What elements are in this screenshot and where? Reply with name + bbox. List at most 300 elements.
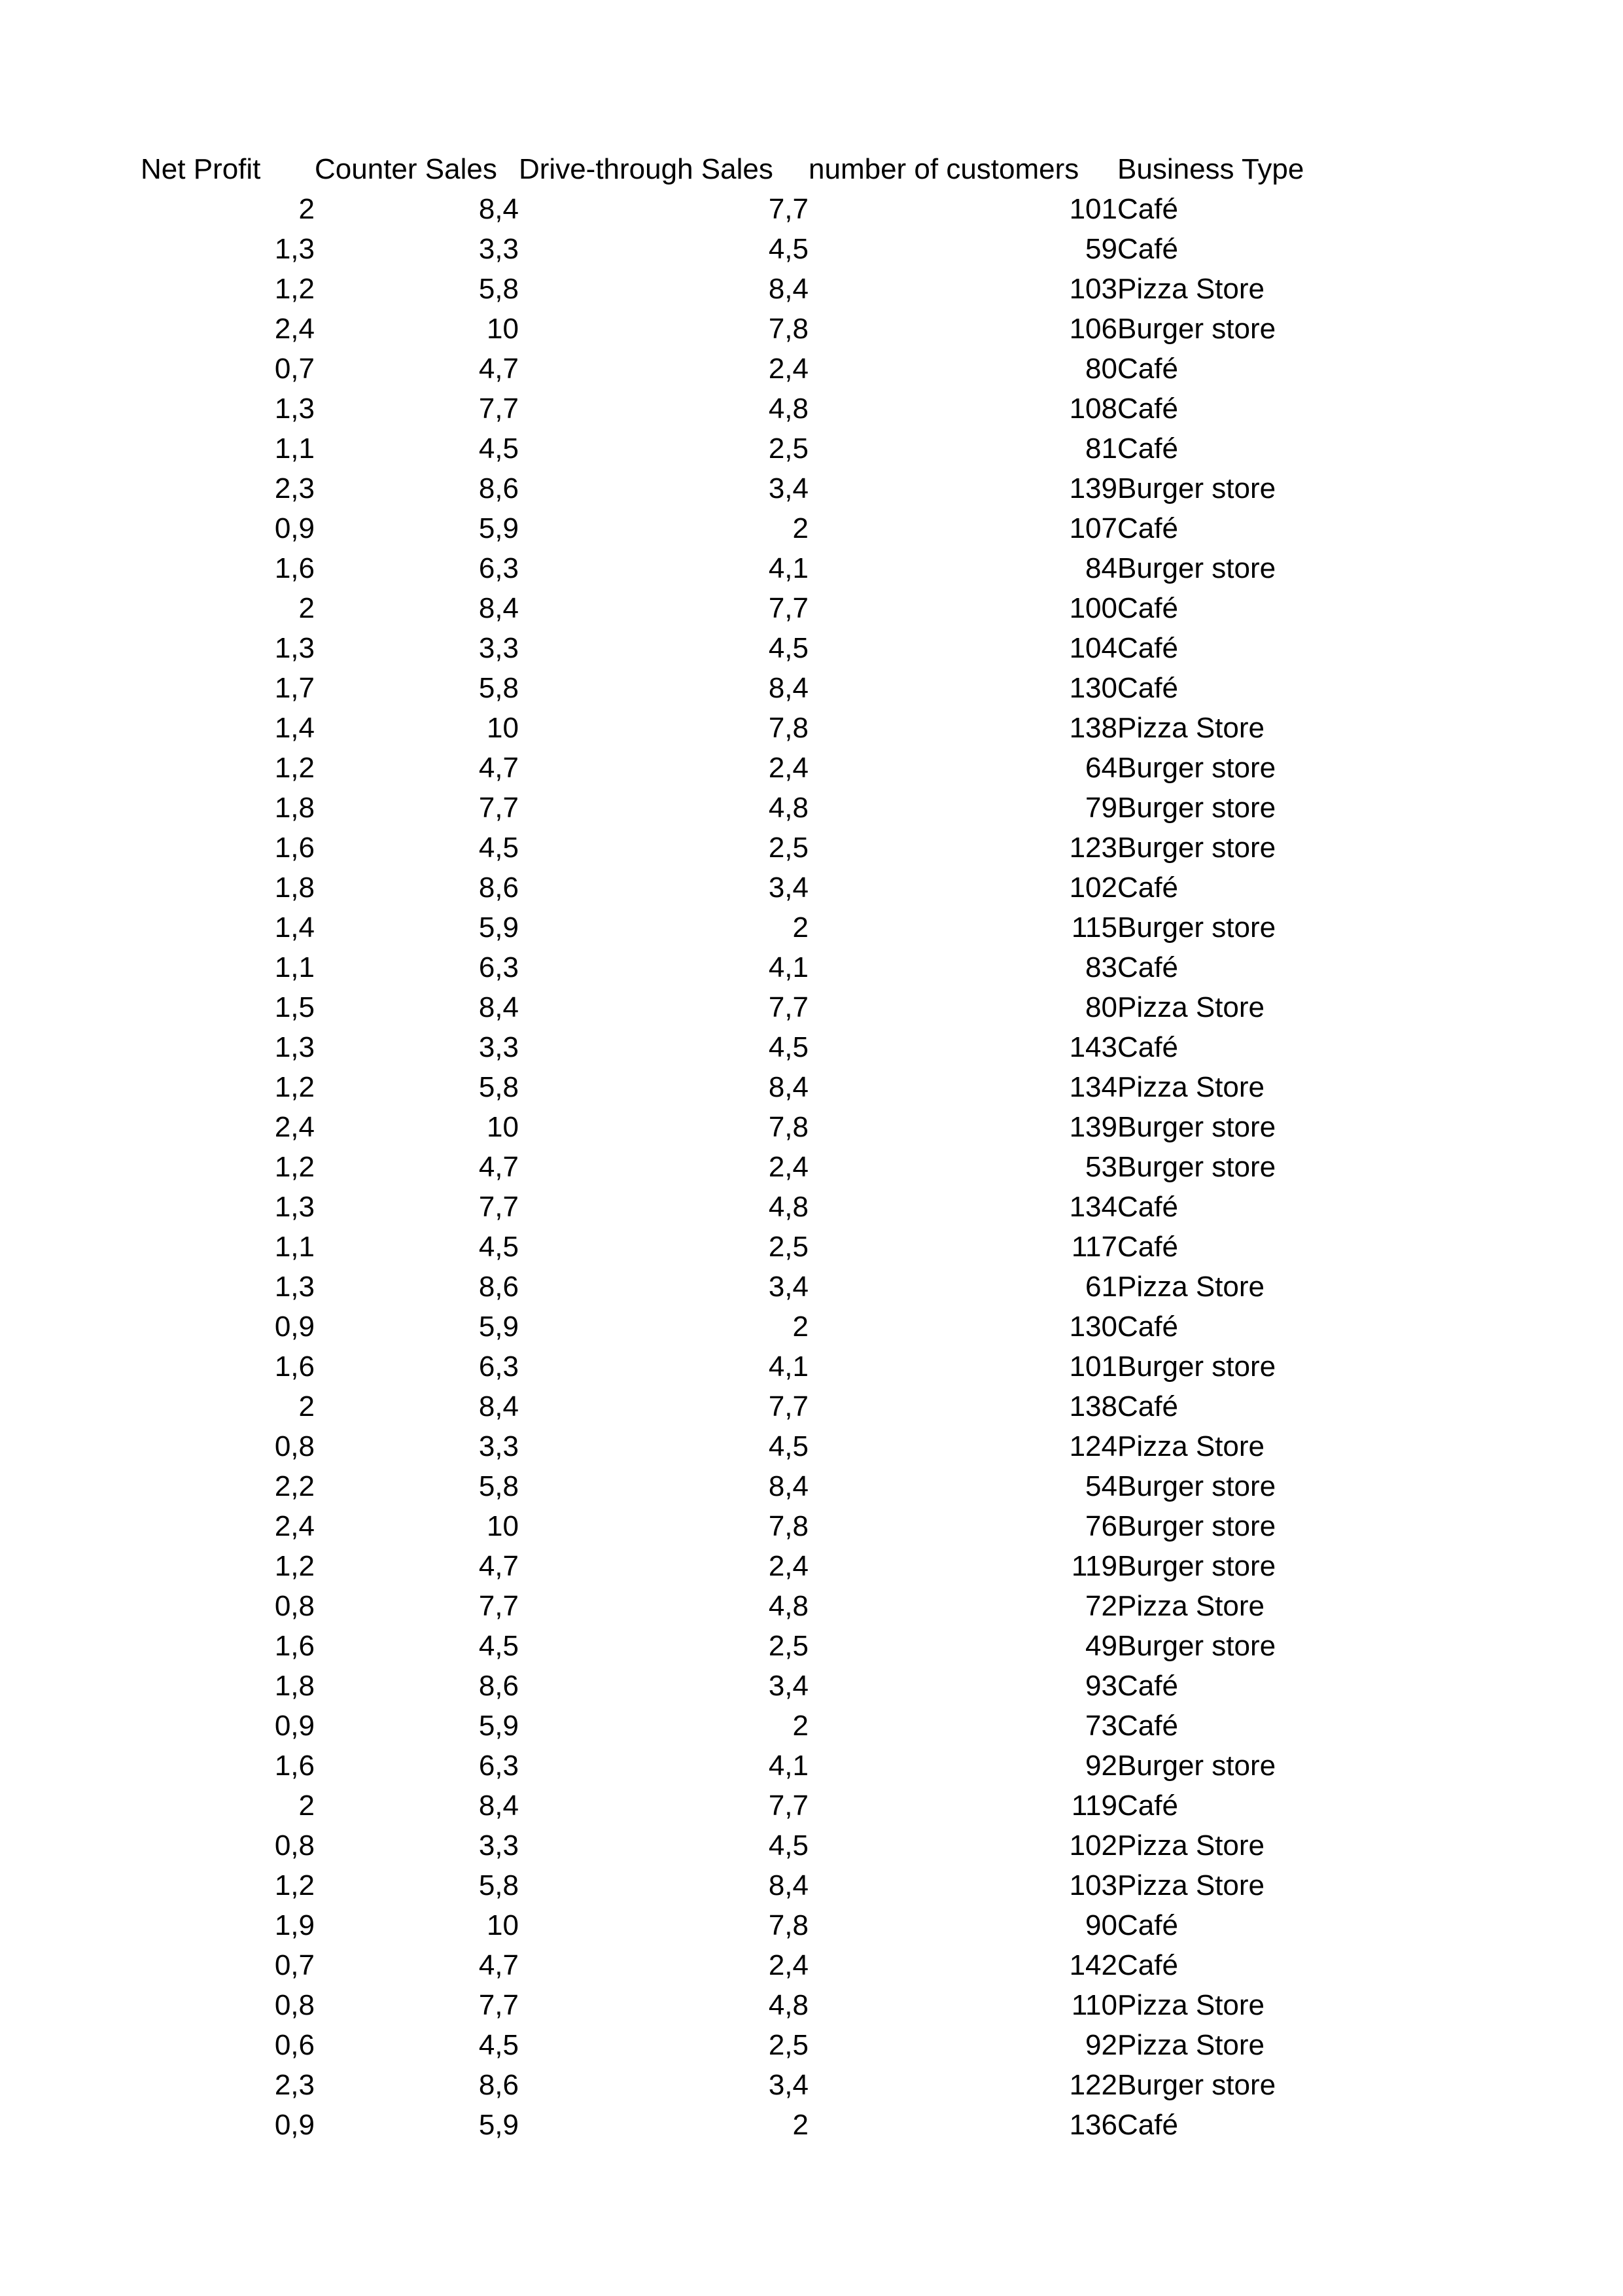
counter-sales-cell[interactable]: 10 [487,1110,519,1143]
table-row [141,1187,1340,1227]
table-row [141,1985,1340,2025]
net-profit-cell[interactable]: 2 [298,1789,315,1822]
drive-through-sales-cell[interactable]: 4,5 [768,631,809,664]
counter-sales-cell[interactable]: 3,3 [478,631,519,664]
counter-sales-cell[interactable]: 5,9 [478,2108,519,2141]
drive-through-sales-cell[interactable]: 7,7 [768,592,809,624]
customers-cell[interactable]: 136 [1069,2108,1117,2141]
table-row [141,508,1340,548]
drive-through-sales-cell[interactable]: 3,4 [768,1270,809,1303]
counter-sales-cell[interactable]: 5,8 [478,671,519,704]
table-row [141,788,1340,828]
customers-cell[interactable]: 130 [1069,671,1117,704]
table-row [141,1107,1340,1147]
table-body [141,189,1340,2145]
business-type-cell[interactable]: Burger store [1117,751,1276,784]
counter-sales-cell[interactable]: 7,7 [478,1988,519,2021]
business-type-cell[interactable]: Café [1117,192,1178,225]
counter-sales-cell[interactable]: 5,8 [478,1470,519,1502]
drive-through-sales-cell[interactable]: 2,5 [768,432,809,465]
drive-through-sales-cell[interactable]: 8,4 [768,272,809,305]
table-row [141,2065,1340,2105]
customers-cell[interactable]: 83 [1085,951,1117,983]
table-row [141,748,1340,788]
table-row [141,1626,1340,1666]
business-type-cell[interactable]: Pizza Store [1117,1869,1265,1901]
net-profit-cell[interactable]: 0,9 [274,512,315,544]
counter-sales-cell[interactable]: 8,4 [478,991,519,1023]
customers-cell[interactable]: 73 [1085,1709,1117,1742]
business-type-cell[interactable]: Burger store [1117,552,1276,584]
net-profit-cell[interactable]: 1,3 [274,392,315,425]
table-row [141,1307,1340,1347]
counter-sales-cell[interactable]: 5,8 [478,1869,519,1901]
net-profit-cell[interactable]: 1,6 [274,1350,315,1383]
customers-cell[interactable]: 80 [1085,352,1117,385]
counter-sales-cell[interactable]: 4,7 [478,352,519,385]
counter-sales-cell[interactable]: 3,3 [478,1031,519,1063]
counter-sales-cell[interactable]: 7,7 [478,1589,519,1622]
drive-through-sales-cell[interactable]: 4,5 [768,1430,809,1462]
table-row [141,468,1340,508]
customers-cell[interactable]: 81 [1085,432,1117,465]
customers-cell[interactable]: 92 [1085,2028,1117,2061]
customers-cell[interactable]: 104 [1069,631,1117,664]
table-row [141,1905,1340,1945]
drive-through-sales-cell[interactable]: 2 [792,2108,809,2141]
table-row [141,189,1340,229]
customers-cell[interactable]: 61 [1085,1270,1117,1303]
drive-through-sales-cell[interactable]: 2,4 [768,1549,809,1582]
table-row [141,389,1340,429]
customers-cell[interactable]: 102 [1069,871,1117,904]
business-type-cell[interactable]: Café [1117,232,1178,265]
drive-through-sales-cell[interactable]: 2,4 [768,352,809,385]
table-row [141,548,1340,588]
net-profit-cell[interactable]: 0,8 [274,1589,315,1622]
customers-cell[interactable]: 117 [1071,1230,1117,1263]
business-type-cell[interactable]: Café [1117,1031,1178,1063]
table-row [141,1546,1340,1586]
net-profit-cell[interactable]: 2 [298,1390,315,1422]
net-profit-cell[interactable]: 0,8 [274,1988,315,2021]
counter-sales-cell[interactable]: 8,4 [478,1789,519,1822]
net-profit-cell[interactable]: 1,4 [274,911,315,944]
counter-sales-cell[interactable]: 8,4 [478,192,519,225]
counter-sales-cell[interactable]: 6,3 [478,951,519,983]
business-type-cell[interactable]: Café [1117,1190,1178,1223]
net-profit-cell[interactable]: 2,3 [274,2068,315,2101]
header-net-profit[interactable]: Net Profit [141,152,261,185]
counter-sales-cell[interactable]: 8,6 [478,2068,519,2101]
drive-through-sales-cell[interactable]: 3,4 [768,871,809,904]
business-type-cell[interactable]: Burger store [1117,1549,1276,1582]
customers-cell[interactable]: 84 [1085,552,1117,584]
drive-through-sales-cell[interactable]: 4,1 [768,552,809,584]
drive-through-sales-cell[interactable]: 2,4 [768,1150,809,1183]
drive-through-sales-cell[interactable]: 4,1 [768,951,809,983]
customers-cell[interactable]: 138 [1069,1390,1117,1422]
customers-cell[interactable]: 103 [1069,1869,1117,1901]
business-type-cell[interactable]: Pizza Store [1117,1430,1265,1462]
table-row [141,1227,1340,1267]
business-type-cell[interactable]: Burger store [1117,1350,1276,1383]
business-type-cell[interactable]: Burger store [1117,1629,1276,1662]
net-profit-cell[interactable]: 1,2 [274,1150,315,1183]
business-type-cell[interactable]: Café [1117,671,1178,704]
business-type-cell[interactable]: Burger store [1117,791,1276,824]
drive-through-sales-cell[interactable]: 4,8 [768,791,809,824]
net-profit-cell[interactable]: 1,4 [274,711,315,744]
net-profit-cell[interactable]: 1,2 [274,1070,315,1103]
business-type-cell[interactable]: Café [1117,352,1178,385]
business-type-cell[interactable]: Burger store [1117,472,1276,504]
table-row [141,987,1340,1027]
customers-cell[interactable]: 134 [1069,1070,1117,1103]
drive-through-sales-cell[interactable]: 2,5 [768,2028,809,2061]
net-profit-cell[interactable]: 0,9 [274,1709,315,1742]
counter-sales-cell[interactable]: 8,6 [478,472,519,504]
counter-sales-cell[interactable]: 10 [487,312,519,345]
business-type-cell[interactable]: Café [1117,1789,1178,1822]
counter-sales-cell[interactable]: 4,5 [478,432,519,465]
drive-through-sales-cell[interactable]: 3,4 [768,1669,809,1702]
net-profit-cell[interactable]: 1,7 [274,671,315,704]
counter-sales-cell[interactable]: 10 [487,711,519,744]
business-type-cell[interactable]: Burger store [1117,312,1276,345]
net-profit-cell[interactable]: 1,1 [274,432,315,465]
customers-cell[interactable]: 102 [1069,1829,1117,1862]
counter-sales-cell[interactable]: 7,7 [478,392,519,425]
drive-through-sales-cell[interactable]: 4,8 [768,1190,809,1223]
drive-through-sales-cell[interactable]: 4,1 [768,1749,809,1782]
net-profit-cell[interactable]: 1,3 [274,631,315,664]
customers-cell[interactable]: 90 [1085,1909,1117,1941]
counter-sales-cell[interactable]: 6,3 [478,1350,519,1383]
net-profit-cell[interactable]: 1,6 [274,552,315,584]
net-profit-cell[interactable]: 0,7 [274,1949,315,1981]
customers-cell[interactable]: 53 [1085,1150,1117,1183]
customers-cell[interactable]: 139 [1069,472,1117,504]
table-row [141,429,1340,468]
business-type-cell[interactable]: Café [1117,1230,1178,1263]
customers-cell[interactable]: 72 [1085,1589,1117,1622]
business-type-cell[interactable]: Pizza Store [1117,1988,1265,2021]
net-profit-cell[interactable]: 2 [298,592,315,624]
net-profit-cell[interactable]: 0,6 [274,2028,315,2061]
net-profit-cell[interactable]: 1,8 [274,791,315,824]
customers-cell[interactable]: 110 [1071,1988,1117,2021]
net-profit-cell[interactable]: 1,1 [274,1230,315,1263]
table-row [141,349,1340,389]
table-row [141,1466,1340,1506]
net-profit-cell[interactable]: 1,8 [274,871,315,904]
table-row [141,1706,1340,1746]
customers-cell[interactable]: 103 [1069,272,1117,305]
counter-sales-cell[interactable]: 5,9 [478,911,519,944]
net-profit-cell[interactable]: 1,3 [274,1031,315,1063]
drive-through-sales-cell[interactable]: 7,8 [768,711,809,744]
counter-sales-cell[interactable]: 4,7 [478,1949,519,1981]
counter-sales-cell[interactable]: 3,3 [478,1430,519,1462]
net-profit-cell[interactable]: 2,4 [274,1110,315,1143]
table-row [141,1067,1340,1107]
business-type-cell[interactable]: Café [1117,1310,1178,1343]
table-row [141,269,1340,309]
net-profit-cell[interactable]: 1,3 [274,232,315,265]
net-profit-cell[interactable]: 1,1 [274,951,315,983]
drive-through-sales-cell[interactable]: 7,7 [768,1390,809,1422]
net-profit-cell[interactable]: 0,8 [274,1430,315,1462]
customers-cell[interactable]: 79 [1085,791,1117,824]
counter-sales-cell[interactable]: 5,9 [478,1310,519,1343]
drive-through-sales-cell[interactable]: 2,4 [768,1949,809,1981]
customers-cell[interactable]: 138 [1069,711,1117,744]
net-profit-cell[interactable]: 1,8 [274,1669,315,1702]
counter-sales-cell[interactable]: 8,6 [478,1669,519,1702]
counter-sales-cell[interactable]: 6,3 [478,1749,519,1782]
counter-sales-cell[interactable]: 5,8 [478,1070,519,1103]
counter-sales-cell[interactable]: 7,7 [478,1190,519,1223]
drive-through-sales-cell[interactable]: 7,7 [768,192,809,225]
drive-through-sales-cell[interactable]: 2 [792,911,809,944]
header-counter-sales[interactable]: Counter Sales [315,152,497,185]
drive-through-sales-cell[interactable]: 2 [792,1709,809,1742]
business-type-cell[interactable]: Burger store [1117,1510,1276,1542]
customers-cell[interactable]: 119 [1071,1789,1117,1822]
business-type-cell[interactable]: Burger store [1117,831,1276,864]
business-type-cell[interactable]: Pizza Store [1117,991,1265,1023]
table-row [141,229,1340,269]
business-type-cell[interactable]: Pizza Store [1117,1589,1265,1622]
table-row [141,2105,1340,2145]
drive-through-sales-cell[interactable]: 4,5 [768,1829,809,1862]
table-row [141,1786,1340,1826]
customers-cell[interactable]: 100 [1069,592,1117,624]
counter-sales-cell[interactable]: 8,4 [478,592,519,624]
net-profit-cell[interactable]: 1,2 [274,1869,315,1901]
drive-through-sales-cell[interactable]: 4,5 [768,1031,809,1063]
business-type-cell[interactable]: Café [1117,1909,1178,1941]
business-type-cell[interactable]: Pizza Store [1117,272,1265,305]
drive-through-sales-cell[interactable]: 7,8 [768,1909,809,1941]
counter-sales-cell[interactable]: 7,7 [478,791,519,824]
customers-cell[interactable]: 130 [1069,1310,1117,1343]
net-profit-cell[interactable]: 1,3 [274,1270,315,1303]
counter-sales-cell[interactable]: 10 [487,1909,519,1941]
business-type-cell[interactable]: Café [1117,1669,1178,1702]
net-profit-cell[interactable]: 0,8 [274,1829,315,1862]
counter-sales-cell[interactable]: 8,4 [478,1390,519,1422]
drive-through-sales-cell[interactable]: 8,4 [768,671,809,704]
customers-cell[interactable]: 134 [1069,1190,1117,1223]
business-type-cell[interactable]: Café [1117,951,1178,983]
customers-cell[interactable]: 59 [1085,232,1117,265]
counter-sales-cell[interactable]: 4,7 [478,1549,519,1582]
customers-cell[interactable]: 115 [1071,911,1117,944]
customers-cell[interactable]: 107 [1069,512,1117,544]
drive-through-sales-cell[interactable]: 4,8 [768,1589,809,1622]
business-type-cell[interactable]: Café [1117,631,1178,664]
net-profit-cell[interactable]: 1,6 [274,1749,315,1782]
customers-cell[interactable]: 119 [1071,1549,1117,1582]
drive-through-sales-cell[interactable]: 4,1 [768,1350,809,1383]
table-row [141,1826,1340,1865]
customers-cell[interactable]: 101 [1069,192,1117,225]
drive-through-sales-cell[interactable]: 2,4 [768,751,809,784]
counter-sales-cell[interactable]: 5,8 [478,272,519,305]
drive-through-sales-cell[interactable]: 7,7 [768,1789,809,1822]
customers-cell[interactable]: 123 [1069,831,1117,864]
header-row [141,149,1340,189]
data-table [141,149,1340,2145]
customers-cell[interactable]: 93 [1085,1669,1117,1702]
counter-sales-cell[interactable]: 4,5 [478,1230,519,1263]
customers-cell[interactable]: 139 [1069,1110,1117,1143]
header-drive-through-sales[interactable]: Drive-through Sales [519,152,773,185]
customers-cell[interactable]: 106 [1069,312,1117,345]
business-type-cell[interactable]: Pizza Store [1117,1270,1265,1303]
counter-sales-cell[interactable]: 4,5 [478,2028,519,2061]
table-row [141,1267,1340,1307]
business-type-cell[interactable]: Burger store [1117,911,1276,944]
table-row [141,668,1340,708]
table-row [141,588,1340,628]
table-row [141,1865,1340,1905]
table-row [141,1386,1340,1426]
customers-cell[interactable]: 101 [1069,1350,1117,1383]
table-row [141,947,1340,987]
drive-through-sales-cell[interactable]: 3,4 [768,2068,809,2101]
net-profit-cell[interactable]: 1,2 [274,751,315,784]
drive-through-sales-cell[interactable]: 2 [792,512,809,544]
table-row [141,2025,1340,2065]
drive-through-sales-cell[interactable]: 8,4 [768,1470,809,1502]
counter-sales-cell[interactable]: 4,7 [478,751,519,784]
net-profit-cell[interactable]: 2,4 [274,1510,315,1542]
table-row [141,708,1340,748]
table-row [141,868,1340,908]
drive-through-sales-cell[interactable]: 4,5 [768,232,809,265]
table-row [141,908,1340,947]
customers-cell[interactable]: 122 [1069,2068,1117,2101]
counter-sales-cell[interactable]: 4,7 [478,1150,519,1183]
table-row [141,1347,1340,1386]
customers-cell[interactable]: 108 [1069,392,1117,425]
header-business-type[interactable]: Business Type [1117,152,1304,185]
business-type-cell[interactable]: Café [1117,1709,1178,1742]
drive-through-sales-cell[interactable]: 7,8 [768,1110,809,1143]
counter-sales-cell[interactable]: 4,5 [478,1629,519,1662]
table-row [141,1027,1340,1067]
net-profit-cell[interactable]: 2,4 [274,312,315,345]
drive-through-sales-cell[interactable]: 3,4 [768,472,809,504]
drive-through-sales-cell[interactable]: 7,8 [768,312,809,345]
counter-sales-cell[interactable]: 5,9 [478,1709,519,1742]
net-profit-cell[interactable]: 1,2 [274,272,315,305]
business-type-cell[interactable]: Café [1117,1390,1178,1422]
customers-cell[interactable]: 142 [1069,1949,1117,1981]
business-type-cell[interactable]: Café [1117,432,1178,465]
customers-cell[interactable]: 124 [1069,1430,1117,1462]
table-row [141,628,1340,668]
drive-through-sales-cell[interactable]: 8,4 [768,1869,809,1901]
net-profit-cell[interactable]: 1,2 [274,1549,315,1582]
drive-through-sales-cell[interactable]: 4,8 [768,1988,809,2021]
table-row [141,1666,1340,1706]
table-row [141,1426,1340,1466]
counter-sales-cell[interactable]: 8,6 [478,1270,519,1303]
table-row [141,1506,1340,1546]
business-type-cell[interactable]: Burger store [1117,1470,1276,1502]
business-type-cell[interactable]: Pizza Store [1117,711,1265,744]
business-type-cell[interactable]: Café [1117,871,1178,904]
drive-through-sales-cell[interactable]: 7,7 [768,991,809,1023]
net-profit-cell[interactable]: 1,5 [274,991,315,1023]
table-row [141,828,1340,868]
business-type-cell[interactable]: Café [1117,1949,1178,1981]
net-profit-cell[interactable]: 1,6 [274,831,315,864]
drive-through-sales-cell[interactable]: 2 [792,1310,809,1343]
customers-cell[interactable]: 54 [1085,1470,1117,1502]
drive-through-sales-cell[interactable]: 2,5 [768,831,809,864]
counter-sales-cell[interactable]: 5,9 [478,512,519,544]
customers-cell[interactable]: 49 [1085,1629,1117,1662]
net-profit-cell[interactable]: 0,9 [274,1310,315,1343]
net-profit-cell[interactable]: 0,7 [274,352,315,385]
net-profit-cell[interactable]: 1,6 [274,1629,315,1662]
customers-cell[interactable]: 92 [1085,1749,1117,1782]
counter-sales-cell[interactable]: 3,3 [478,232,519,265]
counter-sales-cell[interactable]: 4,5 [478,831,519,864]
header-number-of-customers[interactable]: number of customers [809,152,1079,185]
business-type-cell[interactable]: Burger store [1117,2068,1276,2101]
customers-cell[interactable]: 76 [1085,1510,1117,1542]
business-type-cell[interactable]: Burger store [1117,1150,1276,1183]
business-type-cell[interactable]: Pizza Store [1117,1829,1265,1862]
customers-cell[interactable]: 64 [1085,751,1117,784]
drive-through-sales-cell[interactable]: 2,5 [768,1230,809,1263]
drive-through-sales-cell[interactable]: 7,8 [768,1510,809,1542]
business-type-cell[interactable]: Pizza Store [1117,1070,1265,1103]
net-profit-cell[interactable]: 1,9 [274,1909,315,1941]
business-type-cell[interactable]: Café [1117,2108,1178,2141]
counter-sales-cell[interactable]: 8,6 [478,871,519,904]
net-profit-cell[interactable]: 2,2 [274,1470,315,1502]
net-profit-cell[interactable]: 1,3 [274,1190,315,1223]
table-row [141,1945,1340,1985]
table-row [141,309,1340,349]
counter-sales-cell[interactable]: 6,3 [478,552,519,584]
customers-cell[interactable]: 80 [1085,991,1117,1023]
net-profit-cell[interactable]: 2 [298,192,315,225]
business-type-cell[interactable]: Café [1117,392,1178,425]
table-row [141,1586,1340,1626]
customers-cell[interactable]: 143 [1069,1031,1117,1063]
counter-sales-cell[interactable]: 3,3 [478,1829,519,1862]
drive-through-sales-cell[interactable]: 4,8 [768,392,809,425]
drive-through-sales-cell[interactable]: 2,5 [768,1629,809,1662]
business-type-cell[interactable]: Pizza Store [1117,2028,1265,2061]
business-type-cell[interactable]: Burger store [1117,1749,1276,1782]
business-type-cell[interactable]: Burger store [1117,1110,1276,1143]
business-type-cell[interactable]: Café [1117,512,1178,544]
counter-sales-cell[interactable]: 10 [487,1510,519,1542]
net-profit-cell[interactable]: 2,3 [274,472,315,504]
business-type-cell[interactable]: Café [1117,592,1178,624]
drive-through-sales-cell[interactable]: 8,4 [768,1070,809,1103]
net-profit-cell[interactable]: 0,9 [274,2108,315,2141]
